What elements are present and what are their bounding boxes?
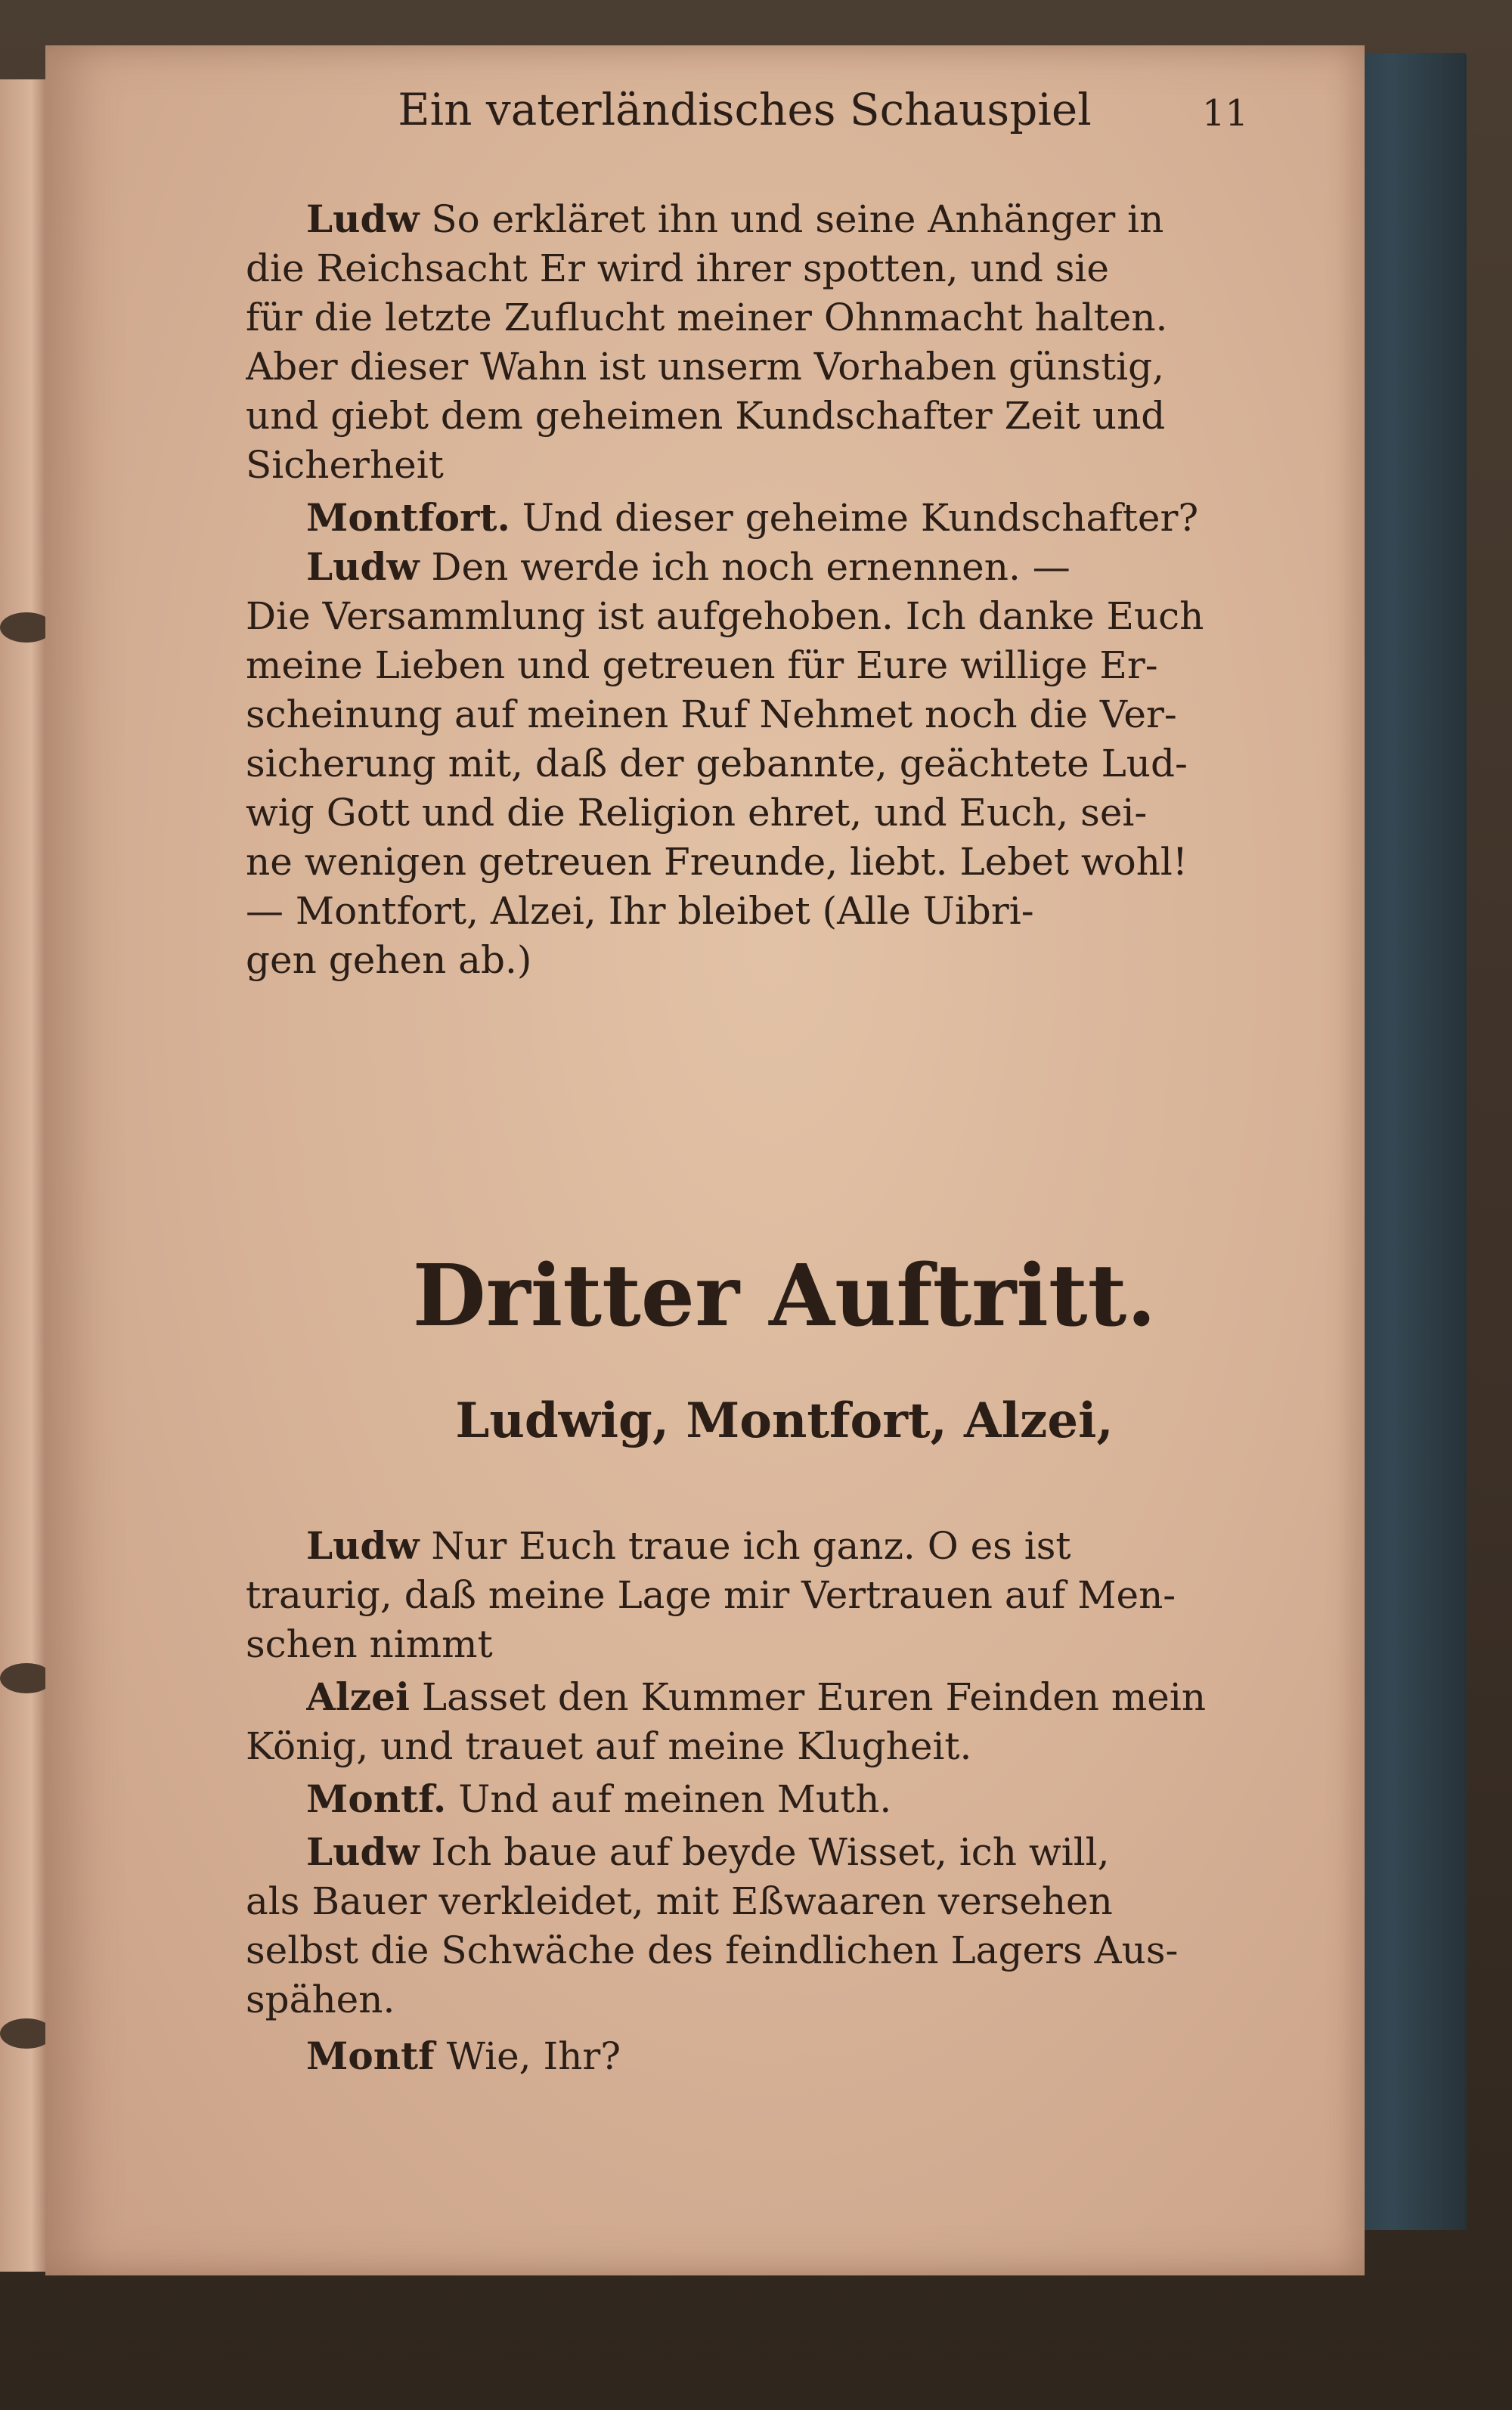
line-text: scheinung auf meinen Ruf Nehmet noch die Ver- [246, 692, 1177, 736]
facing-page-edge [0, 79, 45, 2272]
line-text: sicherung mit, daß der gebannte, geächtete Lud- [246, 742, 1188, 785]
text-line [246, 839, 1323, 884]
speaker-name: Ludw [306, 1523, 420, 1568]
text-line [306, 544, 1323, 590]
text-line [246, 442, 1323, 488]
line-text: Aber dieser Wahn ist unserm Vorhaben günstig, [246, 345, 1165, 389]
line-text: ne wenigen getreuen Freunde, liebt. Lebet wohl! [246, 840, 1188, 884]
speaker-name: Ludw [306, 197, 420, 241]
line-text: meine Lieben und getreuen für Eure willige Er- [246, 643, 1158, 687]
line-text: Ich baue auf beyde Wisset, ich will, [431, 1830, 1110, 1874]
text-line [306, 197, 1323, 242]
scene-characters: Ludwig, Montfort, Alzei, [455, 1392, 1114, 1449]
text-line [246, 888, 1323, 934]
line-text: gen gehen ab.) [246, 938, 532, 982]
text-line [306, 1829, 1323, 1875]
text-line [306, 1777, 1323, 1822]
text-line [306, 1523, 1323, 1569]
text-line [246, 1622, 1323, 1667]
line-text: König, und trauet auf meine Klugheit. [246, 1724, 972, 1768]
text-line [246, 643, 1323, 688]
line-text: Den werde ich noch ernennen. — [431, 545, 1070, 589]
running-title: Ein vaterländisches Schauspiel [398, 84, 1092, 135]
speaker-name: Montf [306, 2034, 435, 2078]
text-line [246, 393, 1323, 438]
speaker-name: Ludw [306, 544, 420, 589]
line-text: schen nimmt [246, 1622, 493, 1666]
line-text: für die letzte Zuflucht meiner Ohnmacht halten. [246, 296, 1168, 339]
text-line [246, 295, 1323, 340]
line-text: als Bauer verkleidet, mit Eßwaaren versehen [246, 1879, 1113, 1923]
line-text: und giebt dem geheimen Kundschafter Zeit und [246, 394, 1166, 438]
speaker-name: Montfort. [306, 495, 510, 540]
speaker-name: Ludw [306, 1829, 420, 1874]
speaker-name: Alzei [306, 1674, 410, 1719]
line-text: wig Gott und die Religion ehret, und Euch, sei- [246, 791, 1148, 835]
text-line [246, 1572, 1323, 1618]
line-text: Die Versammlung ist aufgehoben. Ich danke Euch [246, 594, 1204, 638]
text-line [246, 593, 1323, 639]
line-text: Nur Euch traue ich ganz. O es ist [431, 1524, 1071, 1568]
text-line [246, 1879, 1323, 1924]
line-text: traurig, daß meine Lage mir Vertrauen auf Men- [246, 1573, 1176, 1617]
line-text: Und dieser geheime Kundschafter? [522, 496, 1199, 540]
page-number: 11 [1202, 92, 1249, 135]
text-line [246, 1977, 1323, 2022]
text-line [306, 495, 1323, 541]
line-text: Lasset den Kummer Euren Feinden mein [421, 1675, 1207, 1719]
line-text: — Montfort, Alzei, Ihr bleibet (Alle Uibri- [246, 889, 1034, 933]
line-text: spähen. [246, 1978, 395, 2021]
text-line [246, 937, 1323, 983]
text-line [246, 741, 1323, 786]
text-line [246, 344, 1323, 389]
line-text: Wie, Ihr? [446, 2034, 621, 2078]
page-text [45, 45, 1365, 2275]
scene-heading: Dritter Auftritt. [412, 1247, 1157, 1346]
line-text: Und auf meinen Muth. [458, 1777, 892, 1821]
text-line [246, 790, 1323, 835]
text-line [306, 1674, 1323, 1720]
line-text: die Reichsacht Er wird ihrer spotten, und sie [246, 246, 1110, 290]
text-line [246, 1724, 1323, 1769]
line-text: Sicherheit [246, 443, 444, 487]
line-text: selbst die Schwäche des feindlichen Lagers Aus- [246, 1928, 1179, 1972]
text-line [246, 1928, 1323, 1973]
line-text: So erkläret ihn und seine Anhänger in [431, 197, 1164, 241]
book-page [45, 45, 1365, 2275]
text-line [306, 2034, 1323, 2079]
text-line [246, 246, 1323, 291]
text-line [246, 692, 1323, 737]
speaker-name: Montf. [306, 1777, 447, 1821]
